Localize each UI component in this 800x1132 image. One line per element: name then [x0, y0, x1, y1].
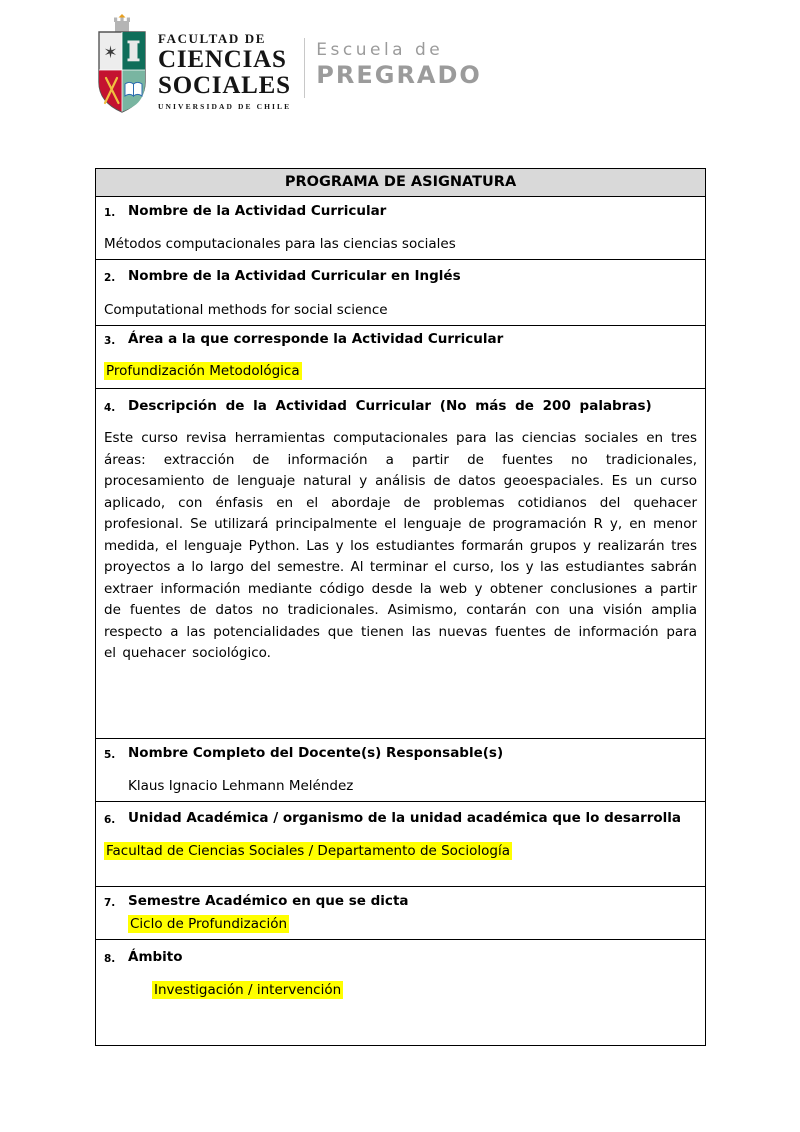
section-row-7	[96, 887, 705, 940]
university-shield-icon	[95, 14, 149, 118]
faculty-wordmark	[158, 14, 291, 111]
section-7-title	[104, 893, 697, 912]
section-6-highlighted-value: Facultad de Ciencias Sociales / Departamento de Sociología	[106, 843, 510, 859]
section-3-highlighted-value: Profundización Metodológica	[106, 363, 300, 379]
faculty-wordmark-line1: FACULTAD DE	[158, 31, 267, 46]
logo-divider	[304, 38, 305, 98]
section-2-content: Computational methods for social science	[104, 302, 388, 318]
section-8-highlighted-value: Investigación / intervención	[154, 982, 342, 998]
section-5-number: 5.	[104, 749, 116, 761]
university-name-label: UNIVERSIDAD DE CHILE	[158, 102, 292, 111]
faculty-wordmark-line2: CIENCIAS	[158, 46, 287, 73]
section-6-content	[104, 843, 697, 860]
section-8-title	[104, 949, 697, 968]
svg-text:✶: ✶	[103, 43, 118, 63]
section-8-number: 8.	[104, 953, 116, 965]
section-3-content	[104, 363, 697, 380]
school-wordmark-line1: Escuela de	[316, 40, 444, 60]
section-6-title	[104, 808, 697, 830]
section-row-3	[96, 326, 705, 389]
logo-header	[95, 14, 482, 118]
section-2-number: 2.	[104, 272, 116, 284]
section-7-highlighted-value: Ciclo de Profundización	[130, 916, 288, 932]
section-3-number: 3.	[104, 335, 116, 347]
section-4-number: 4.	[104, 402, 116, 414]
section-7-content	[128, 916, 697, 933]
section-row-5	[96, 739, 705, 802]
faculty-wordmark-line3: SOCIALES	[158, 71, 291, 99]
section-8-content	[152, 982, 697, 999]
section-4-title	[104, 396, 697, 418]
section-4-title-text: Descripción de la Actividad Curricular (No más de 200 palabras)	[128, 398, 652, 414]
section-1-title	[104, 203, 697, 222]
section-1-number: 1.	[104, 207, 116, 219]
section-row-2	[96, 260, 705, 326]
section-2-title	[104, 268, 697, 287]
section-5-title-text: Nombre Completo del Docente(s) Responsable(s)	[128, 745, 504, 761]
section-5-title	[104, 745, 697, 764]
school-wordmark-line2: PREGRADO	[316, 61, 482, 89]
section-7-number: 7.	[104, 897, 116, 909]
section-3-title	[104, 331, 697, 350]
table-header-title: PROGRAMA DE ASIGNATURA	[96, 169, 705, 197]
section-row-8	[96, 940, 705, 1045]
section-3-title-text: Área a la que corresponde la Actividad Curricular	[128, 331, 504, 347]
section-6-number: 6.	[104, 814, 116, 826]
section-5-content: Klaus Ignacio Lehmann Meléndez	[128, 778, 354, 794]
section-4-description-paragraph: Este curso revisa herramientas computacionales para las ciencias sociales en tres áreas: extracción de información a partir de fuentes no tradicionales, procesamiento de lenguaje natural y análisis de datos geoespaciales. Es un curso aplicado, con énfasis en el abordaje de problemas cotidianos del quehacer profesional. Se utilizará principalmente el lenguaje de programación R y, en menor medida, el lenguaje Python. Las y los estudiantes formarán grupos y realizarán tres proyectos a lo largo del semestre. Al terminar el curso, los y las estudiantes sabrán extraer información mediante código desde la web y obtener conclusiones a partir de fuentes de datos no tradicionales. Asimismo, contarán con una visión amplia respecto a las potencialidades que tienen las nuevas fuentes de información para el quehacer sociológico.	[104, 430, 697, 661]
university-crest-logo	[95, 14, 149, 118]
section-row-1	[96, 197, 705, 260]
section-1-content: Métodos computacionales para las ciencias sociales	[104, 236, 456, 252]
section-row-4	[96, 389, 705, 739]
school-wordmark	[316, 14, 482, 89]
section-6-title-text: Unidad Académica / organismo de la unidad académica que lo desarrolla	[128, 810, 682, 826]
section-7-title-text: Semestre Académico en que se dicta	[128, 893, 409, 909]
program-table	[95, 168, 706, 1046]
section-row-6	[96, 802, 705, 887]
section-1-title-text: Nombre de la Actividad Curricular	[128, 203, 387, 219]
section-2-title-text: Nombre de la Actividad Curricular en Inglés	[128, 268, 461, 284]
section-8-title-text: Ámbito	[128, 949, 183, 965]
